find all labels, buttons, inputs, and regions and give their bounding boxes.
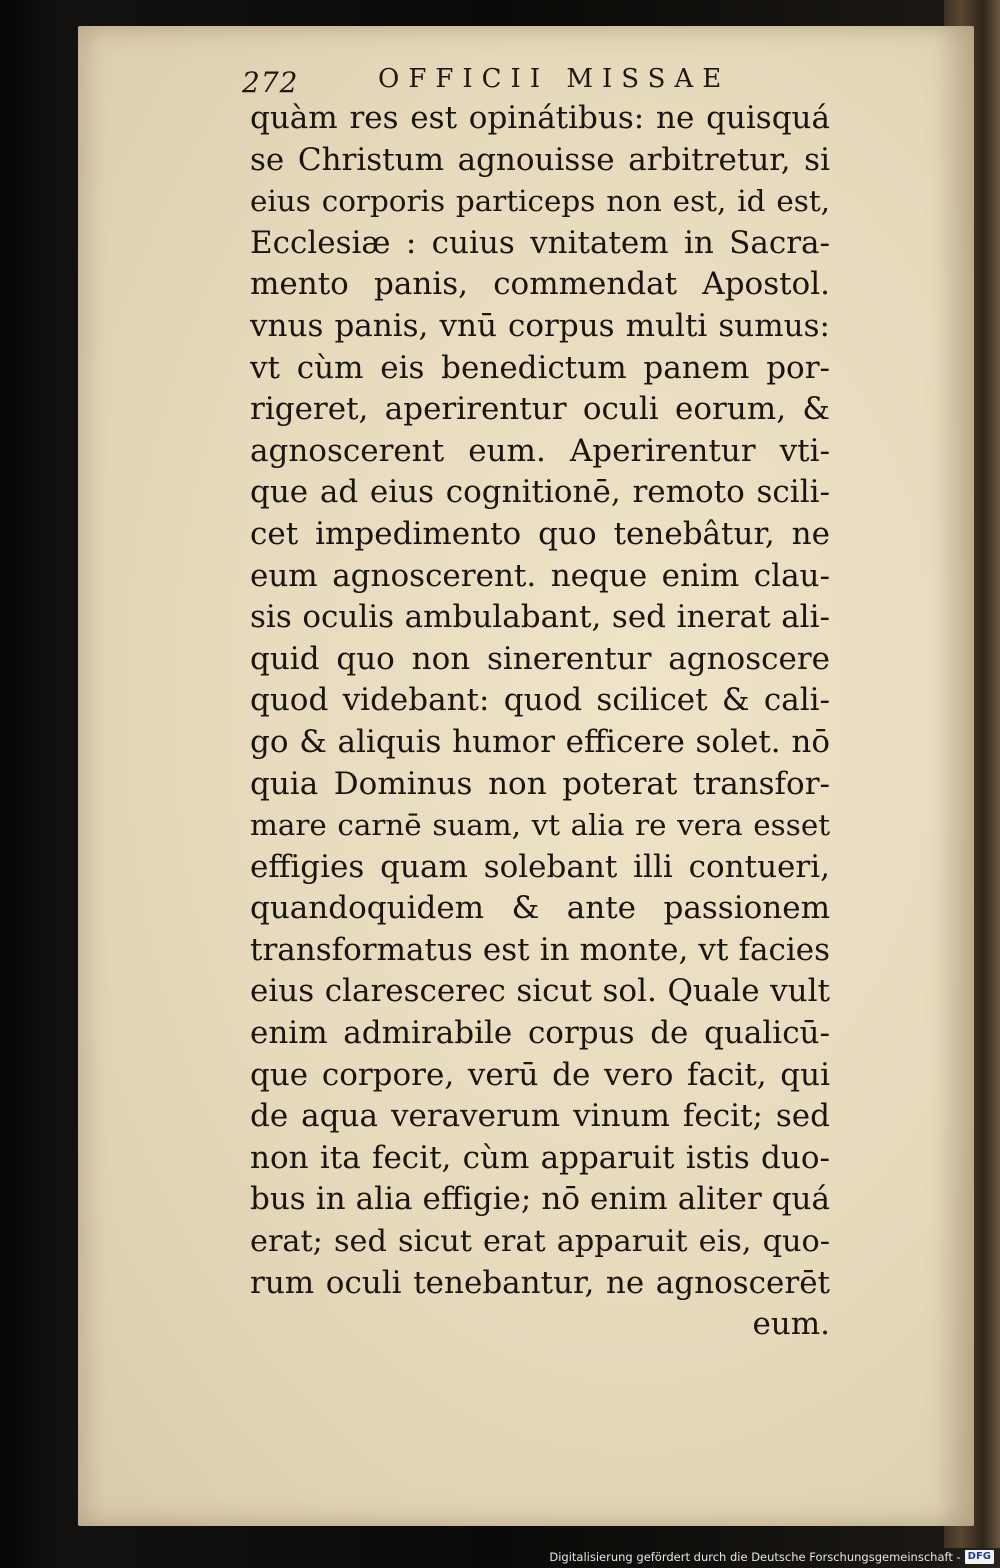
text-line: erat; sed sicut erat apparuit eis, quo-	[250, 1224, 830, 1260]
text-line: agnoscerent eum. Aperirentur vti-	[250, 432, 830, 469]
text-line: cet impedimento quo tenebâtur, ne	[250, 515, 830, 552]
text-line: eius clarescerec sicut sol. Quale vult	[250, 973, 830, 1010]
text-line: sis oculis ambulabant, sed inerat ali-	[250, 599, 830, 636]
text-line: quàm res est opinátibus: ne quisquá	[250, 100, 830, 136]
text-line: que corpore, verū de vero facit, qui	[250, 1056, 830, 1093]
text-line: vnus panis, vnū corpus multi sumus:	[250, 307, 830, 344]
text-line: non ita fecit, cùm apparuit istis duo-	[250, 1139, 830, 1176]
catchword: eum.	[752, 1306, 830, 1343]
text-line: vt cùm eis benedictum panem por-	[250, 349, 830, 386]
text-line: rigeret, aperirentur oculi eorum, &	[250, 391, 830, 428]
text-line: que ad eius cognitionē, remoto scili-	[250, 474, 830, 511]
body-text	[250, 98, 830, 1346]
text-line: mare carnē suam, vt alia re vera esset	[250, 808, 830, 843]
text-line: Ecclesiæ : cuius vnitatem in Sacra-	[250, 224, 830, 261]
text-line: effigies quam solebant illi contueri,	[250, 848, 830, 885]
text-line: quandoquidem & ante passionem	[250, 890, 830, 927]
text-line: quia Dominus non poterat transfor-	[250, 765, 830, 802]
text-line: bus in alia effigie; nō enim aliter quá	[250, 1181, 830, 1218]
text-line: quod videbant: quod scilicet & cali-	[250, 682, 830, 719]
text-line: se Christum agnouisse arbitretur, si	[250, 141, 830, 178]
text-line: eius corporis particeps non est, id est,	[250, 184, 830, 219]
text-line: mento panis, commendat Apostol.	[250, 266, 830, 303]
text-line: rum oculi tenebantur, ne agnoscerēt	[250, 1264, 830, 1301]
text-line: enim admirabile corpus de qualicū-	[250, 1015, 830, 1052]
digitization-footer	[549, 1548, 994, 1566]
text-line: eum agnoscerent. neque enim clau-	[250, 557, 830, 594]
dfg-logo: DFG	[965, 1550, 994, 1564]
digitization-credit: Digitalisierung gefördert durch die Deutsche Forschungsgemeinschaft -	[549, 1550, 961, 1564]
text-line: transformatus est in monte, vt facies	[250, 931, 830, 968]
page-number: 272	[242, 66, 299, 99]
running-head: OFFICII MISSAE	[378, 64, 731, 94]
text-line: go & aliquis humor efficere solet. nō	[250, 723, 830, 760]
page-header	[242, 60, 842, 100]
text-line: de aqua veraverum vinum fecit; sed	[250, 1098, 830, 1135]
text-line: quid quo non sinerentur agnoscere	[250, 640, 830, 677]
